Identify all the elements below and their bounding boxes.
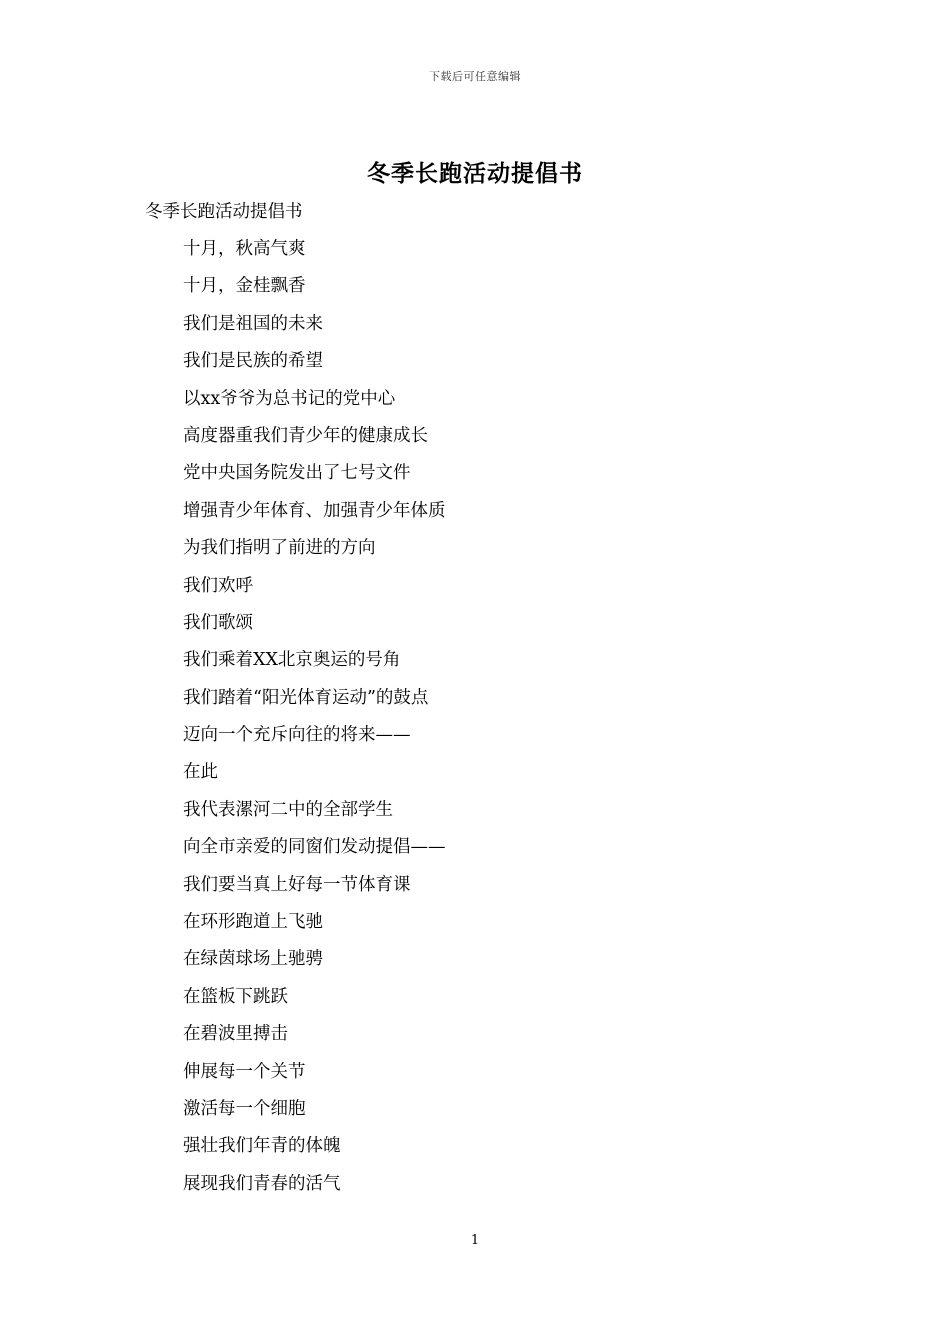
poem-line: 展现我们青春的活气 (183, 1173, 341, 1194)
poem-line: 在此 (183, 762, 218, 783)
poem-line: 向全市亲爱的同窗们发动提倡—— (183, 837, 446, 858)
poem-line: 伸展每一个关节 (183, 1061, 306, 1082)
poem-line: 我们踏着“阳光体育运动”的鼓点 (183, 687, 429, 708)
poem-line: 我们欢呼 (183, 575, 253, 596)
header-note: 下载后可任意编辑 (429, 70, 521, 83)
poem-line: 在碧波里搏击 (183, 1024, 288, 1045)
poem-line: 增强青少年体育、加强青少年体质 (183, 500, 446, 521)
poem-line: 我们乘着XX北京奥运的号角 (183, 650, 401, 671)
poem-line: 在篮板下跳跃 (183, 986, 288, 1007)
poem-line: 我们是民族的希望 (183, 351, 323, 372)
poem-line: 我代表漯河二中的全部学生 (183, 799, 393, 820)
poem-line: 党中央国务院发出了七号文件 (183, 463, 411, 484)
document-subtitle: 冬季长跑活动提倡书 (145, 202, 303, 222)
poem-line: 激活每一个细胞 (183, 1098, 306, 1119)
poem-line: 我们歌颂 (183, 612, 253, 633)
poem-lines (183, 237, 446, 1209)
poem-line: 高度器重我们青少年的健康成长 (183, 425, 428, 446)
poem-line: 十月，金桂飘香 (183, 276, 306, 297)
poem-line: 迈向一个充斥向往的将来—— (183, 725, 411, 746)
poem-line: 在绿茵球场上驰骋 (183, 949, 323, 970)
poem-line: 以xx爷爷为总书记的党中心 (183, 388, 396, 409)
poem-line: 十月，秋高气爽 (183, 239, 306, 259)
page-number: 1 (470, 1233, 480, 1248)
poem-line: 我们是祖国的未来 (183, 313, 323, 334)
poem-line: 我们要当真上好每一节体育课 (183, 874, 411, 895)
poem-line: 强壮我们年青的体魄 (183, 1136, 341, 1157)
document-title: 冬季长跑活动提倡书 (367, 160, 583, 187)
poem-line: 在环形跑道上飞驰 (183, 912, 323, 933)
poem-line: 为我们指明了前进的方向 (183, 538, 376, 559)
